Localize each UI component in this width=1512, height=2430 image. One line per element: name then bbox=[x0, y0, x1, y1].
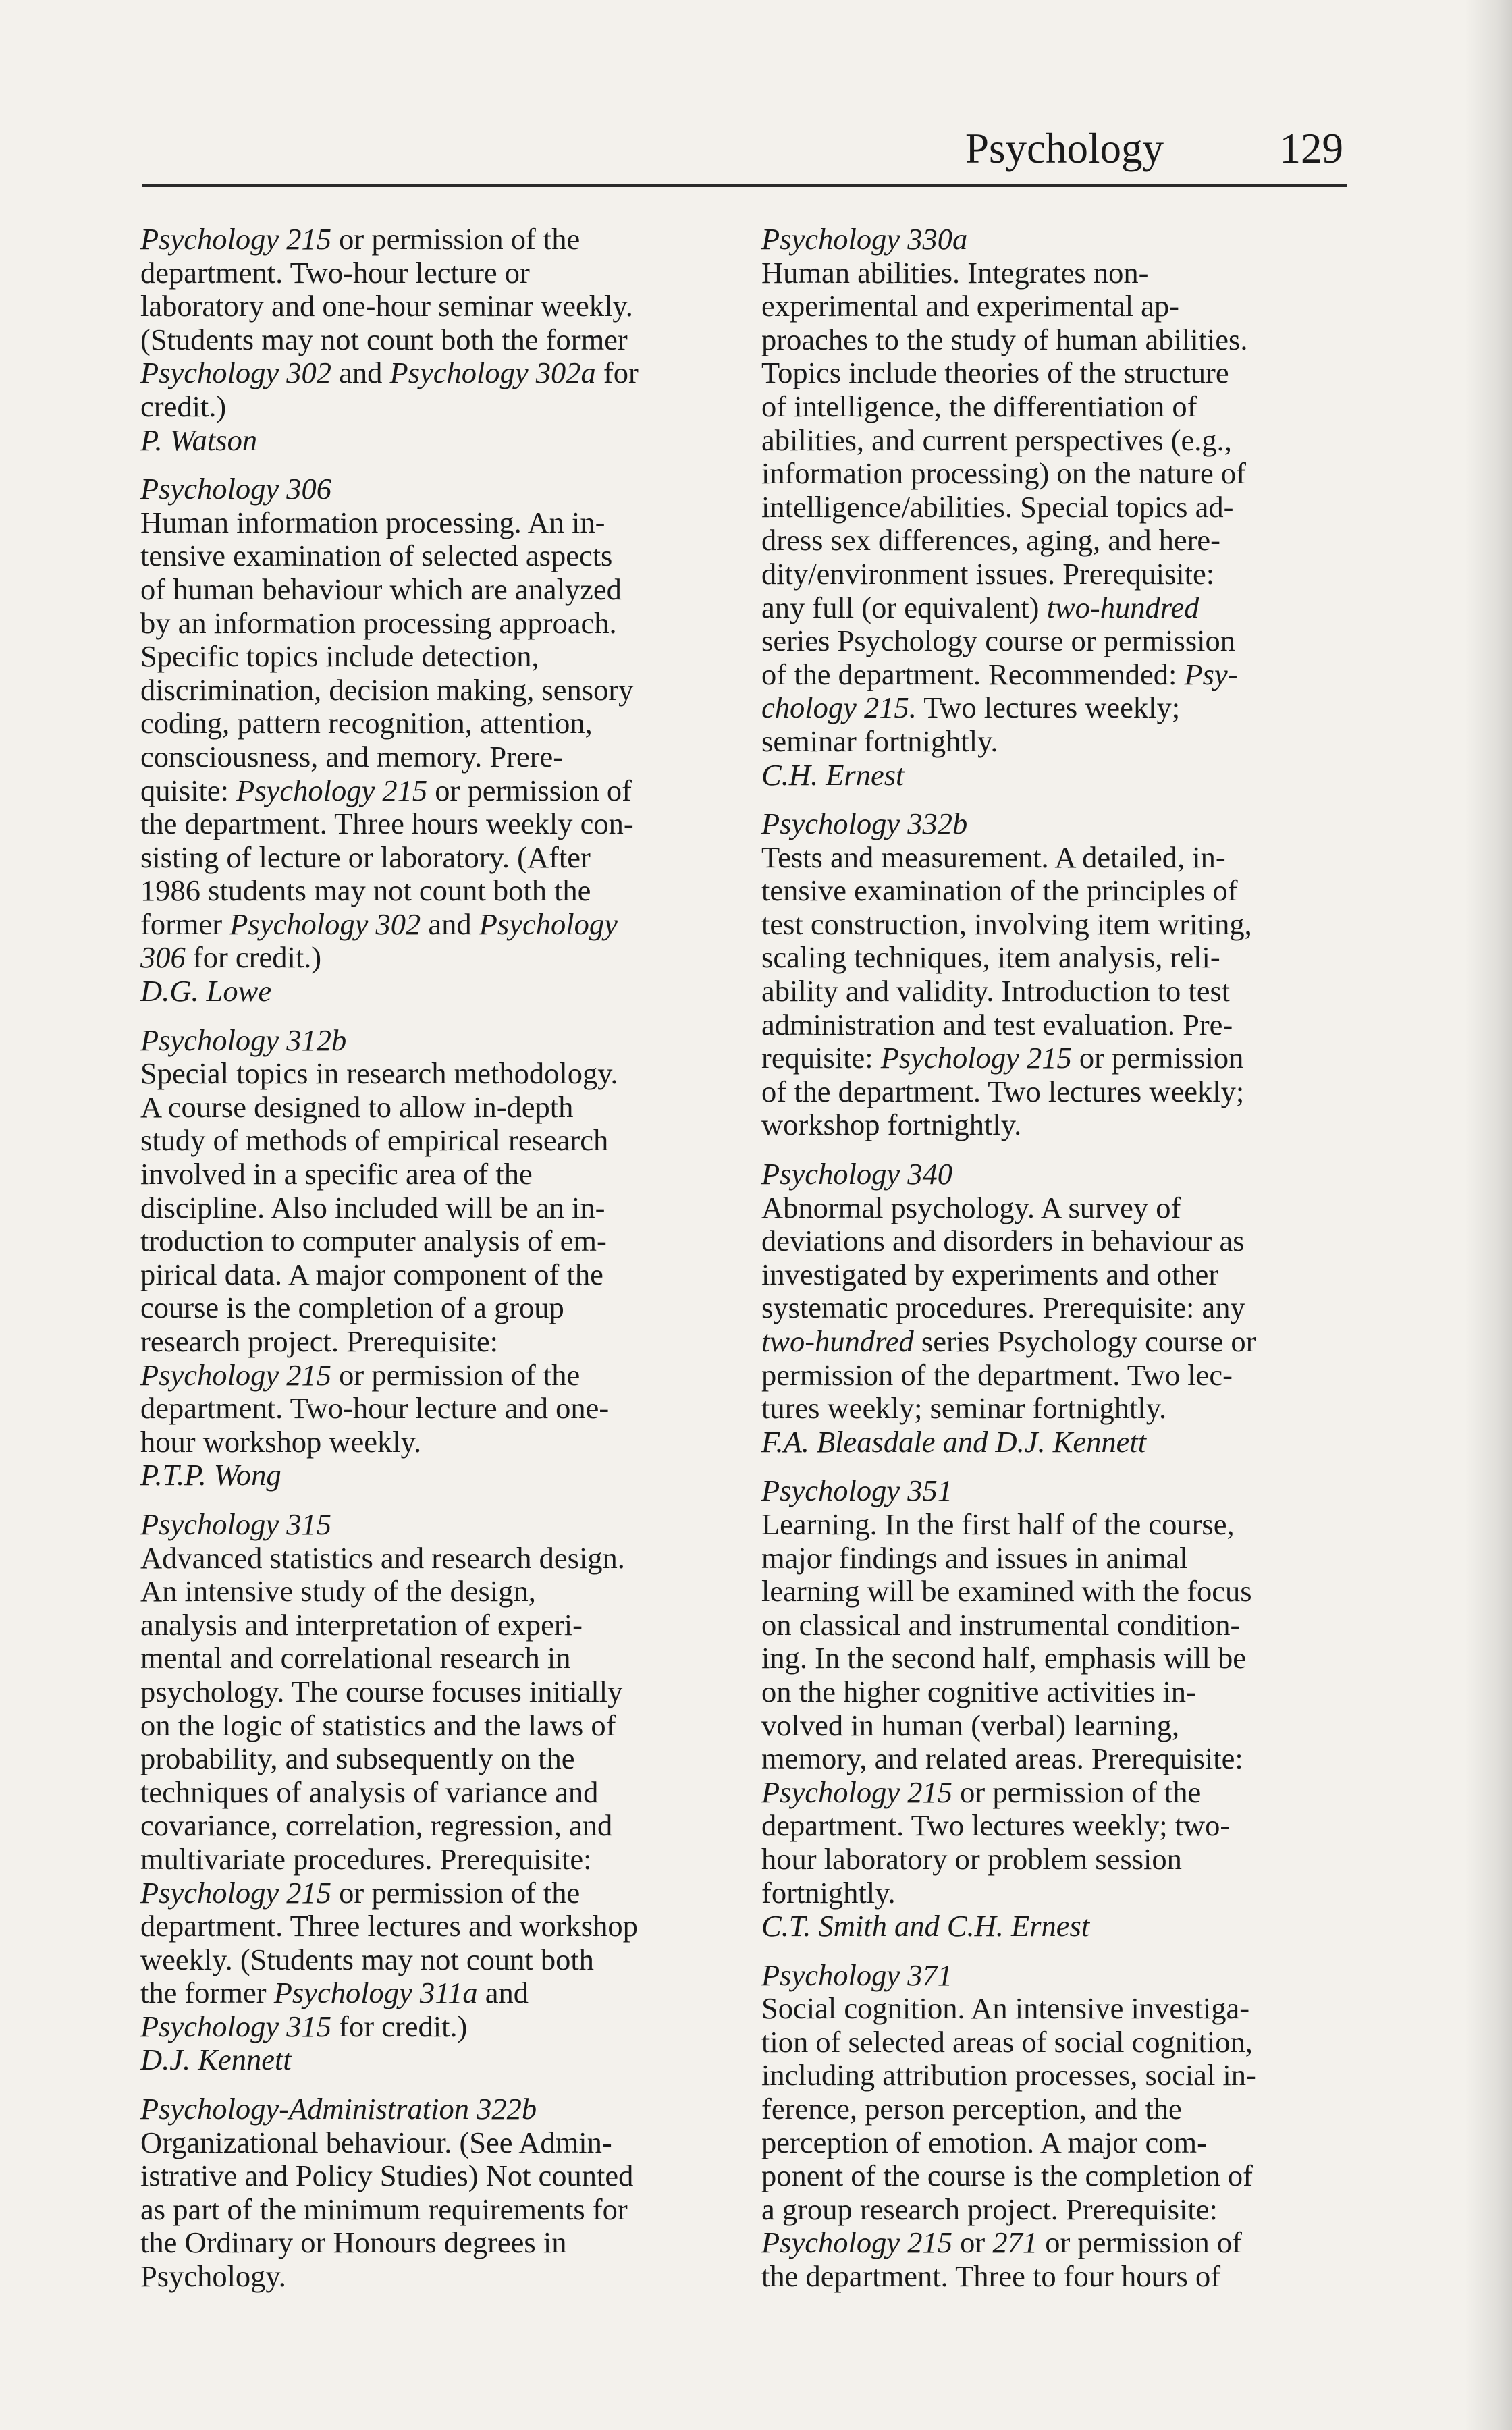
text-line bbox=[140, 1709, 714, 1743]
text-line bbox=[761, 591, 1335, 625]
course-title: Psychology 312b bbox=[140, 1023, 347, 1057]
text-line bbox=[140, 539, 714, 573]
course-description bbox=[140, 1057, 714, 1459]
italic-text: Psychology 215 bbox=[140, 1357, 331, 1392]
body-text: Abnormal psychology. A survey of bbox=[761, 1190, 1181, 1224]
body-text: volved in human (verbal) learning, bbox=[761, 1708, 1180, 1742]
body-text: investigated by experiments and other bbox=[761, 1257, 1219, 1291]
body-text: Human information processing. An in- bbox=[140, 505, 605, 539]
body-text: for credit.) bbox=[331, 2009, 468, 2043]
text-line bbox=[140, 841, 714, 875]
text-line bbox=[761, 1508, 1335, 1542]
body-text: the department. Three hours weekly con- bbox=[140, 807, 634, 841]
body-text: ference, person perception, and the bbox=[761, 2092, 1182, 2126]
text-line bbox=[140, 607, 714, 641]
course-entry bbox=[761, 1959, 1335, 2294]
body-text: laboratory and one-hour seminar weekly. bbox=[140, 289, 633, 323]
course-entry bbox=[140, 1024, 714, 1492]
body-text: or permission of the bbox=[952, 1775, 1202, 1809]
text-line bbox=[761, 290, 1335, 323]
text-line bbox=[761, 975, 1335, 1008]
text-line bbox=[140, 1392, 714, 1426]
text-line bbox=[140, 1609, 714, 1642]
header-rule bbox=[142, 184, 1347, 187]
body-text: and bbox=[477, 1976, 529, 2010]
text-line bbox=[140, 740, 714, 774]
course-entry bbox=[140, 473, 714, 1008]
text-line bbox=[761, 2260, 1335, 2294]
text-line bbox=[140, 2193, 714, 2227]
body-text: or bbox=[952, 2225, 993, 2260]
body-text: memory, and related areas. Prerequisite: bbox=[761, 1742, 1243, 1776]
body-text: administration and test evaluation. Pre- bbox=[761, 1007, 1233, 1042]
body-text: weekly. (Students may not count both bbox=[140, 1942, 594, 1976]
body-text: Specific topics include detection, bbox=[140, 639, 539, 674]
body-text: Human abilities. Integrates non- bbox=[761, 255, 1149, 290]
italic-text: Psychology 215 bbox=[140, 1875, 331, 1910]
text-line bbox=[140, 506, 714, 540]
body-text: test construction, involving item writing, bbox=[761, 907, 1252, 941]
text-line bbox=[140, 573, 714, 607]
course-entry bbox=[761, 1474, 1335, 1943]
course-instructor: D.J. Kennett bbox=[140, 2043, 292, 2077]
body-text: Learning. In the first half of the course, bbox=[761, 1507, 1235, 1541]
text-line bbox=[140, 290, 714, 323]
body-text: permission of the department. Two lec- bbox=[761, 1357, 1233, 1392]
body-text: covariance, correlation, regression, and bbox=[140, 1808, 613, 1843]
body-text: systematic procedures. Prerequisite: any bbox=[761, 1291, 1245, 1325]
body-text: seminar fortnightly. bbox=[761, 724, 998, 758]
course-entry bbox=[140, 2092, 714, 2294]
body-text: deviations and disorders in behaviour as bbox=[761, 1224, 1245, 1258]
italic-text: Psychology 302 bbox=[140, 356, 331, 390]
course-description bbox=[140, 1542, 714, 2044]
body-text: or permission of the bbox=[331, 222, 580, 256]
italic-text: two-hundred bbox=[1046, 590, 1199, 624]
course-title: Psychology 340 bbox=[761, 1157, 952, 1191]
body-text: scaling techniques, item analysis, reli- bbox=[761, 940, 1220, 975]
text-line bbox=[140, 1191, 714, 1225]
text-line bbox=[761, 356, 1335, 390]
text-line bbox=[140, 674, 714, 707]
body-text: for bbox=[595, 356, 639, 390]
body-text: proaches to the study of human abilities. bbox=[761, 322, 1248, 356]
body-text: fortnightly. bbox=[761, 1875, 896, 1910]
body-text: of the department. Recommended: bbox=[761, 657, 1185, 691]
text-line bbox=[140, 774, 714, 808]
body-text: psychology. The course focuses initially bbox=[140, 1674, 623, 1708]
body-text: on the higher cognitive activities in- bbox=[761, 1674, 1196, 1708]
body-text: learning will be examined with the focus bbox=[761, 1574, 1252, 1609]
text-line bbox=[140, 1224, 714, 1258]
text-line bbox=[761, 2159, 1335, 2193]
body-text: or permission of bbox=[1037, 2225, 1242, 2260]
text-line bbox=[761, 1675, 1335, 1709]
text-line bbox=[140, 1675, 714, 1709]
course-description bbox=[761, 1508, 1335, 1910]
text-line bbox=[140, 1057, 714, 1091]
text-line bbox=[761, 1992, 1335, 2026]
body-text: including attribution processes, social in- bbox=[761, 2058, 1256, 2092]
body-text: Tests and measurement. A detailed, in- bbox=[761, 840, 1226, 874]
body-text: mental and correlational research in bbox=[140, 1641, 571, 1675]
text-line bbox=[761, 424, 1335, 458]
text-line bbox=[140, 1642, 714, 1675]
italic-text: Psychology 215 bbox=[140, 222, 331, 256]
text-line bbox=[140, 1809, 714, 1843]
text-line bbox=[140, 1843, 714, 1877]
body-text: sisting of lecture or laboratory. (After bbox=[140, 840, 591, 874]
course-entry bbox=[761, 223, 1335, 792]
text-line bbox=[140, 1325, 714, 1359]
text-line bbox=[761, 2193, 1335, 2227]
body-text: tensive examination of the principles of bbox=[761, 873, 1238, 908]
text-line bbox=[140, 908, 714, 942]
italic-text: Psychology 302a bbox=[389, 356, 596, 390]
text-line bbox=[140, 1575, 714, 1609]
italic-text: Psychology 215 bbox=[761, 2225, 952, 2260]
text-line bbox=[761, 1108, 1335, 1142]
course-description bbox=[140, 506, 714, 975]
body-text: istrative and Policy Studies) Not counted bbox=[140, 2159, 634, 2193]
body-text: former bbox=[140, 907, 230, 941]
body-text: department. Three lectures and workshop bbox=[140, 1909, 638, 1943]
body-text: and bbox=[331, 356, 390, 390]
text-line bbox=[140, 874, 714, 908]
text-line bbox=[140, 1124, 714, 1158]
body-text: department. Two lectures weekly; two- bbox=[761, 1808, 1231, 1843]
text-line bbox=[761, 323, 1335, 357]
body-text: study of methods of empirical research bbox=[140, 1123, 609, 1158]
text-line bbox=[761, 1191, 1335, 1225]
body-text: of intelligence, the differentiation of bbox=[761, 389, 1197, 423]
text-line bbox=[140, 1877, 714, 1910]
text-line bbox=[761, 1742, 1335, 1776]
body-text: any full (or equivalent) bbox=[761, 590, 1047, 624]
text-line bbox=[761, 1325, 1335, 1359]
text-line bbox=[140, 2126, 714, 2160]
body-text: research project. Prerequisite: bbox=[140, 1324, 499, 1358]
text-line bbox=[140, 1910, 714, 1943]
body-text: dity/environment issues. Prerequisite: bbox=[761, 556, 1215, 591]
body-text: Topics include theories of the structure bbox=[761, 356, 1229, 390]
body-text: quisite: bbox=[140, 773, 237, 807]
text-line bbox=[140, 1542, 714, 1575]
text-line bbox=[140, 640, 714, 674]
binding-shadow bbox=[1465, 0, 1512, 2430]
text-line bbox=[140, 807, 714, 841]
text-line bbox=[140, 2260, 714, 2294]
text-line bbox=[761, 1075, 1335, 1109]
text-line bbox=[761, 908, 1335, 942]
course-instructor: F.A. Bleasdale and D.J. Kennett bbox=[761, 1424, 1147, 1459]
text-line bbox=[761, 1224, 1335, 1258]
body-text: tures weekly; seminar fortnightly. bbox=[761, 1391, 1167, 1426]
text-line bbox=[761, 457, 1335, 491]
body-text: 1986 students may not count both the bbox=[140, 873, 591, 908]
text-line bbox=[761, 1575, 1335, 1609]
text-line bbox=[140, 2226, 714, 2260]
text-line bbox=[761, 1042, 1335, 1075]
text-line bbox=[761, 1359, 1335, 1393]
body-text: analysis and interpretation of experi- bbox=[140, 1607, 583, 1642]
body-text: intelligence/abilities. Special topics ad- bbox=[761, 489, 1234, 524]
body-text: (Students may not count both the former bbox=[140, 322, 628, 356]
course-description bbox=[761, 841, 1335, 1142]
body-text: the department. Three to four hours of bbox=[761, 2259, 1221, 2294]
text-line bbox=[761, 1542, 1335, 1575]
course-entry bbox=[140, 1508, 714, 2077]
body-text: abilities, and current perspectives (e.g., bbox=[761, 423, 1232, 457]
body-text: a group research project. Prerequisite: bbox=[761, 2192, 1218, 2226]
body-text: coding, pattern recognition, attention, bbox=[140, 706, 593, 740]
body-text: as part of the minimum requirements for bbox=[140, 2192, 628, 2226]
body-text: or permission bbox=[1071, 1041, 1244, 1075]
italic-text: Psychology 215 bbox=[236, 773, 428, 807]
italic-text: Psychology bbox=[479, 907, 618, 941]
body-text: department. Two-hour lecture or bbox=[140, 255, 530, 290]
text-line bbox=[761, 1642, 1335, 1675]
body-text: the former bbox=[140, 1976, 274, 2010]
text-line bbox=[761, 491, 1335, 524]
course-title: Psychology-Administration 322b bbox=[140, 2092, 537, 2126]
text-line bbox=[140, 1943, 714, 1977]
running-header bbox=[965, 118, 1343, 179]
body-text: perception of emotion. A major com- bbox=[761, 2125, 1207, 2159]
text-line bbox=[761, 2092, 1335, 2126]
body-text: experimental and experimental ap- bbox=[761, 289, 1180, 323]
body-text: techniques of analysis of variance and bbox=[140, 1775, 599, 1809]
body-text: for credit.) bbox=[185, 940, 322, 975]
text-line bbox=[140, 1976, 714, 2010]
body-text: An intensive study of the design, bbox=[140, 1574, 536, 1609]
body-text: pirical data. A major component of the bbox=[140, 1257, 603, 1291]
italic-text: Psy- bbox=[1184, 657, 1238, 691]
body-text: major findings and issues in animal bbox=[761, 1540, 1188, 1575]
body-text: course is the completion of a group bbox=[140, 1291, 564, 1325]
body-text: on classical and instrumental condition- bbox=[761, 1607, 1241, 1642]
body-text: series Psychology course or bbox=[913, 1324, 1256, 1358]
text-line bbox=[761, 1877, 1335, 1910]
course-title: Psychology 330a bbox=[761, 222, 968, 256]
text-line bbox=[761, 1008, 1335, 1042]
text-line bbox=[761, 2026, 1335, 2059]
course-description bbox=[761, 1992, 1335, 2293]
body-text: information processing) on the nature of bbox=[761, 456, 1246, 491]
italic-text: Psychology 302 bbox=[230, 907, 421, 941]
italic-text: chology 215. bbox=[761, 691, 917, 725]
course-instructor: C.T. Smith and C.H. Ernest bbox=[761, 1909, 1090, 1943]
left-column bbox=[140, 223, 714, 2309]
body-text: the Ordinary or Honours degrees in bbox=[140, 2225, 567, 2260]
text-line bbox=[140, 323, 714, 357]
italic-text: Psychology 311a bbox=[273, 1976, 478, 2010]
text-line bbox=[140, 390, 714, 424]
body-text: ing. In the second half, emphasis will be bbox=[761, 1641, 1247, 1675]
text-line bbox=[140, 941, 714, 975]
right-column bbox=[761, 223, 1335, 2309]
body-text: workshop fortnightly. bbox=[761, 1108, 1022, 1142]
body-text: by an information processing approach. bbox=[140, 605, 617, 640]
body-text: Two lectures weekly; bbox=[916, 691, 1181, 725]
text-line bbox=[761, 658, 1335, 692]
italic-text: Psychology 215 bbox=[880, 1041, 1072, 1075]
text-line bbox=[761, 691, 1335, 725]
body-text: ponent of the course is the completion of bbox=[761, 2159, 1253, 2193]
course-title: Psychology 306 bbox=[140, 472, 331, 506]
body-text: hour workshop weekly. bbox=[140, 1424, 422, 1459]
text-line bbox=[761, 941, 1335, 975]
course-title: Psychology 315 bbox=[140, 1507, 331, 1541]
continued-course-entry bbox=[140, 223, 714, 457]
text-line bbox=[761, 1609, 1335, 1642]
body-text: department. Two-hour lecture and one- bbox=[140, 1391, 610, 1426]
course-instructor: C.H. Ernest bbox=[761, 757, 905, 792]
body-text: A course designed to allow in-depth bbox=[140, 1089, 574, 1124]
course-title: Psychology 332b bbox=[761, 807, 968, 841]
course-description bbox=[140, 223, 714, 424]
text-line bbox=[761, 1258, 1335, 1292]
course-description bbox=[761, 256, 1335, 759]
body-text: credit.) bbox=[140, 389, 227, 423]
body-text: or permission of the bbox=[331, 1357, 580, 1392]
text-line bbox=[140, 1742, 714, 1776]
body-text: tensive examination of selected aspects bbox=[140, 539, 613, 573]
body-text: dress sex differences, aging, and here- bbox=[761, 523, 1220, 558]
text-line bbox=[761, 1809, 1335, 1843]
body-text: and bbox=[421, 907, 479, 941]
text-line bbox=[140, 256, 714, 290]
text-line bbox=[761, 841, 1335, 875]
body-text: of the department. Two lectures weekly; bbox=[761, 1074, 1245, 1108]
text-line bbox=[140, 1426, 714, 1459]
body-text: of human behaviour which are analyzed bbox=[140, 572, 622, 606]
body-text: probability, and subsequently on the bbox=[140, 1742, 575, 1776]
body-text: multivariate procedures. Prerequisite: bbox=[140, 1841, 592, 1876]
italic-text: Psychology 315 bbox=[140, 2009, 331, 2043]
body-text: Special topics in research methodology. bbox=[140, 1056, 618, 1091]
body-text: series Psychology course or permission bbox=[761, 624, 1236, 658]
italic-text: 306 bbox=[140, 940, 186, 975]
text-line bbox=[140, 1158, 714, 1191]
body-text: or permission of bbox=[427, 773, 632, 807]
text-line bbox=[140, 356, 714, 390]
page-number: 129 bbox=[1279, 125, 1343, 172]
text-line bbox=[761, 1392, 1335, 1426]
text-line bbox=[140, 1258, 714, 1292]
course-instructor: D.G. Lowe bbox=[140, 974, 272, 1008]
body-text: discrimination, decision making, sensory bbox=[140, 672, 634, 707]
text-line bbox=[140, 223, 714, 256]
text-line bbox=[761, 874, 1335, 908]
text-line bbox=[140, 2010, 714, 2044]
body-text: consciousness, and memory. Prere- bbox=[140, 739, 564, 774]
text-line bbox=[761, 2059, 1335, 2092]
body-text: requisite: bbox=[761, 1041, 881, 1075]
course-entry bbox=[761, 1158, 1335, 1459]
body-text: Psychology. bbox=[140, 2259, 286, 2294]
body-text: Organizational behaviour. (See Admin- bbox=[140, 2125, 612, 2159]
section-title: Psychology bbox=[965, 125, 1164, 172]
course-description bbox=[140, 2126, 714, 2294]
text-line bbox=[761, 256, 1335, 290]
body-text: troduction to computer analysis of em- bbox=[140, 1224, 607, 1258]
body-text: discipline. Also included will be an in- bbox=[140, 1190, 605, 1224]
text-line bbox=[140, 1291, 714, 1325]
text-line bbox=[140, 1359, 714, 1393]
text-line bbox=[761, 725, 1335, 759]
text-line bbox=[140, 1091, 714, 1125]
text-line bbox=[761, 624, 1335, 658]
text-line bbox=[761, 1291, 1335, 1325]
body-text: Social cognition. An intensive investiga- bbox=[761, 1991, 1250, 2026]
body-text: involved in a specific area of the bbox=[140, 1157, 533, 1191]
body-text: or permission of the bbox=[331, 1875, 580, 1910]
body-text: tion of selected areas of social cognition, bbox=[761, 2024, 1253, 2059]
body-text: ability and validity. Introduction to test bbox=[761, 974, 1231, 1008]
text-line bbox=[761, 524, 1335, 558]
text-line bbox=[761, 2126, 1335, 2160]
italic-text: Psychology 215 bbox=[761, 1775, 952, 1809]
course-instructor: P. Watson bbox=[140, 423, 258, 457]
course-instructor: P.T.P. Wong bbox=[140, 1458, 281, 1492]
body-text: Advanced statistics and research design. bbox=[140, 1540, 625, 1575]
body-text: on the logic of statistics and the laws of bbox=[140, 1708, 616, 1742]
course-title: Psychology 371 bbox=[761, 1958, 952, 1992]
text-line bbox=[761, 1776, 1335, 1810]
text-line bbox=[761, 390, 1335, 424]
course-description bbox=[761, 1191, 1335, 1426]
italic-text: two-hundred bbox=[761, 1324, 914, 1358]
text-line bbox=[761, 2226, 1335, 2260]
text-line bbox=[761, 1843, 1335, 1877]
text-line bbox=[140, 707, 714, 740]
course-title: Psychology 351 bbox=[761, 1474, 952, 1508]
text-line bbox=[761, 1709, 1335, 1743]
text-line bbox=[761, 558, 1335, 591]
text-line bbox=[140, 1776, 714, 1810]
body-text: hour laboratory or problem session bbox=[761, 1841, 1182, 1876]
text-line bbox=[140, 2159, 714, 2193]
course-entry bbox=[761, 807, 1335, 1142]
italic-text: 271 bbox=[992, 2225, 1038, 2260]
